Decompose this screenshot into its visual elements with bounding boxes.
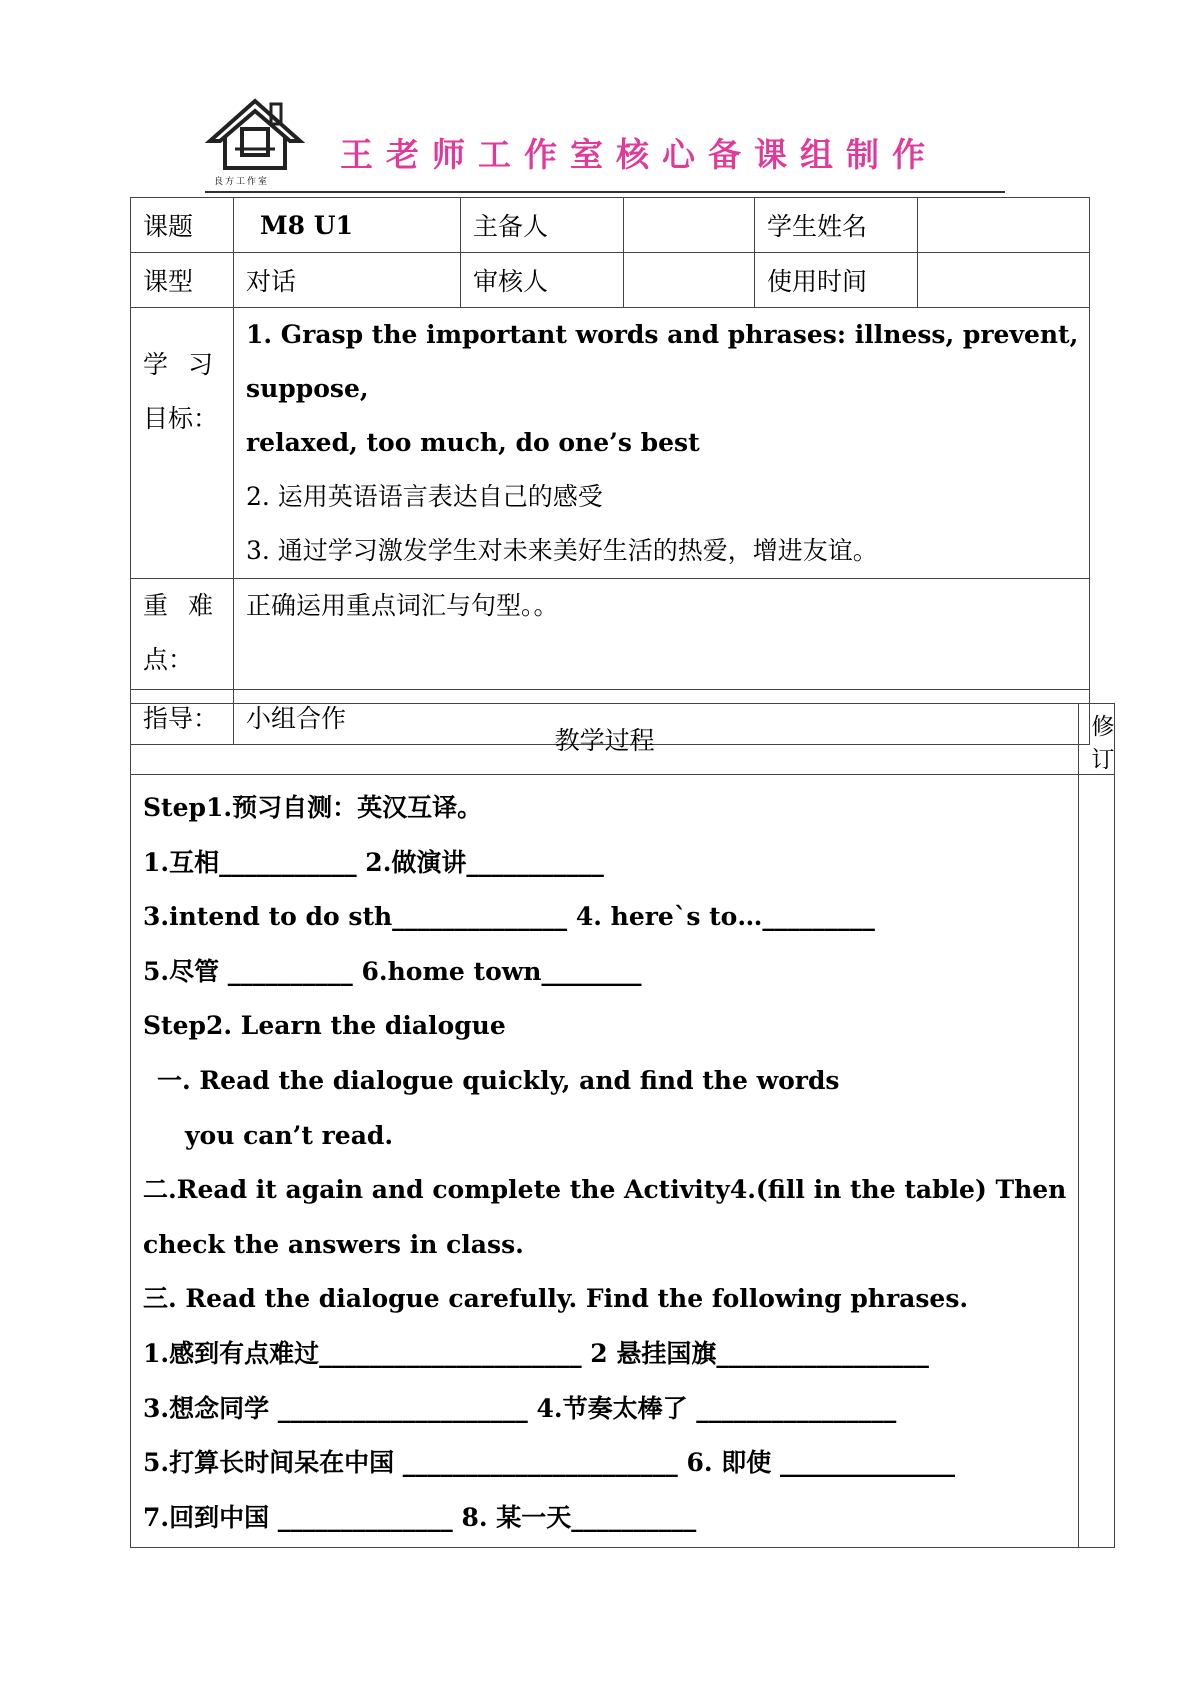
info-value-date xyxy=(918,253,1090,308)
process-content xyxy=(131,775,1079,1548)
header-banner xyxy=(205,96,1005,194)
key-points-content: 正确运用重点词汇与句型。。 xyxy=(234,579,1090,690)
house-logo-icon xyxy=(205,96,305,186)
info-label-preparer: 主备人 xyxy=(461,198,624,253)
objective-line: 2. 运用英语语言表达自己的感受 xyxy=(246,482,603,511)
info-value-type: 对话 xyxy=(234,253,461,308)
objective-line: relaxed, too much, do one’s best xyxy=(246,428,700,457)
lesson-info-table xyxy=(130,197,1090,745)
process-line: 1.感到有点难过_____________________ 2 悬挂国旗_________________ xyxy=(143,1338,929,1368)
info-value-topic: M8 U1 xyxy=(234,198,461,253)
info-value-student-name xyxy=(918,198,1090,253)
process-line: 1.互相___________ 2.做演讲___________ xyxy=(143,847,604,877)
process-table xyxy=(130,703,1115,1548)
process-line: 5.尽管 __________ 6.home town________ xyxy=(143,956,642,986)
process-line: 7.回到中国 ______________ 8. 某一天__________ xyxy=(143,1502,697,1532)
objective-line: 3. 通过学习激发学生对未来美好生活的热爱，增进友谊。 xyxy=(246,536,878,565)
key-points-row xyxy=(131,579,1090,690)
process-line: 5.打算长时间呆在中国 ______________________ 6. 即使 ______________ xyxy=(143,1448,956,1478)
process-header-row xyxy=(131,704,1115,775)
process-body-row xyxy=(131,775,1115,1548)
process-line: Step1.预习自测：英汉互译。 xyxy=(143,793,483,822)
banner-title: 王老师工作室核心备课组制作 xyxy=(340,135,938,174)
revise-column xyxy=(1079,775,1115,1548)
process-line: Step2. Learn the dialogue xyxy=(143,1011,506,1041)
guidance-content: 小组合作 xyxy=(234,690,1090,745)
objectives-label: 学 习 目标： xyxy=(131,308,234,579)
objective-line: 1. Grasp the important words and phrases: illness, prevent, suppose, xyxy=(246,320,1079,403)
objectives-row xyxy=(131,308,1090,579)
process-line: check the answers in class. xyxy=(143,1229,524,1259)
guidance-label: 指导： xyxy=(131,690,234,745)
process-line: you can’t read. xyxy=(185,1120,394,1150)
process-line: 三. Read the dialogue carefully. Find the following phrases. xyxy=(143,1284,969,1314)
revise-header: 修订 xyxy=(1079,704,1115,775)
process-line: 3.想念同学 ____________________ 4.节奏太棒了 ________________ xyxy=(143,1393,897,1423)
info-label-type: 课型 xyxy=(131,253,234,308)
info-label-date: 使用时间 xyxy=(755,253,918,308)
studio-label: 良方工作室 xyxy=(214,177,270,187)
info-label-student-name: 学生姓名 xyxy=(755,198,918,253)
banner-rule xyxy=(205,191,1005,193)
info-value-reviewer xyxy=(624,253,755,308)
info-row-1 xyxy=(131,198,1090,253)
info-label-reviewer: 审核人 xyxy=(461,253,624,308)
info-row-2 xyxy=(131,253,1090,308)
key-points-label: 重 难 点： xyxy=(131,579,234,690)
info-label-topic: 课题 xyxy=(131,198,234,253)
info-value-preparer xyxy=(624,198,755,253)
objectives-content xyxy=(234,308,1090,579)
process-line: 一. Read the dialogue quickly, and find the words xyxy=(157,1065,840,1095)
process-line: 二.Read it again and complete the Activity4.(fill in the table) Then xyxy=(143,1175,1067,1205)
process-header: 教学过程 xyxy=(131,704,1079,775)
process-line: 3.intend to do sth______________ 4. here`s to…_________ xyxy=(143,902,875,932)
